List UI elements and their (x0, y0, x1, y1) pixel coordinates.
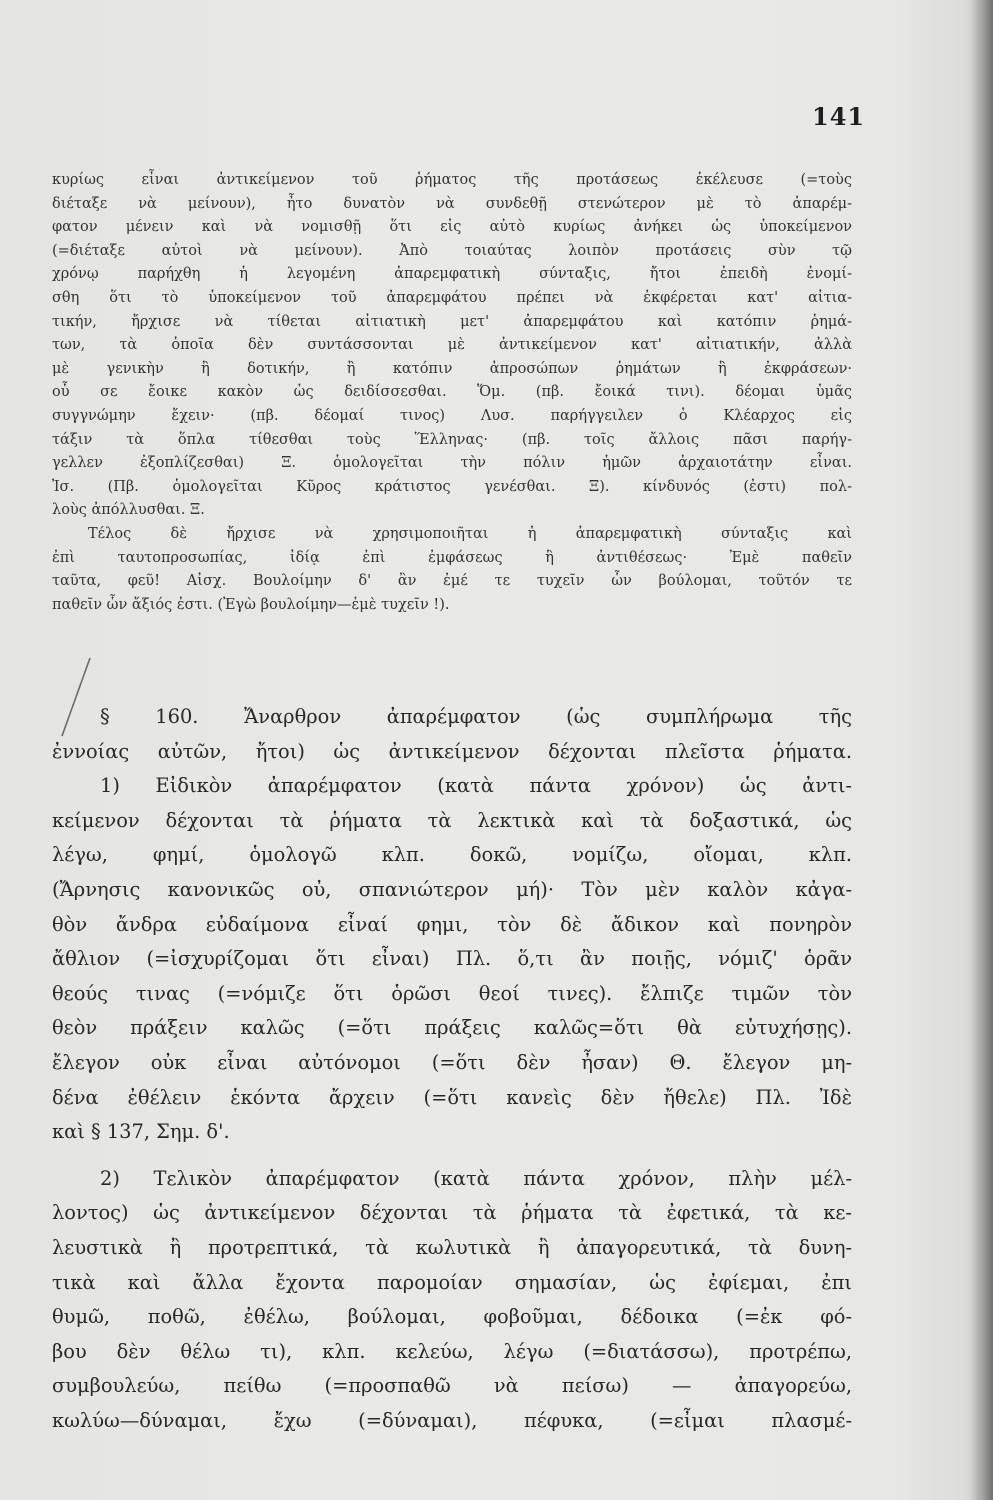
text-line: κωλύω—δύναμαι, ἔχω (=δύναμαι), πέφυκα, (=εἶμαι πλασμέ- (52, 1408, 852, 1432)
text-line: βου δὲν θέλω τι), κλπ. κελεύω, λέγω (=διατάσσω), προτρέπω, (52, 1339, 852, 1363)
text-line: θεὸν πράξειν καλῶς (=ὅτι πράξεις καλῶς=ὅτι θὰ εὐτυχήσῃς). (52, 1016, 852, 1040)
subsection-heading: 2) Τελικὸν ἀπαρέμφατον (κατὰ πάντα χρόνον, πλὴν μέλ- (100, 1166, 852, 1190)
text-line: λέγω, φημί, ὁμολογῶ κλπ. δοκῶ, νομίζω, οἴομαι, κλπ. (52, 843, 852, 867)
page-edge-shadow (971, 0, 993, 1500)
text-line: φατον μένειν καὶ νὰ νομισθῇ ὅτι εἰς αὐτὸ κυρίως ἀνήκει ὡς ὑποκείμενον (52, 219, 852, 236)
text-line: μὲ γενικὴν ἢ δοτικήν, ἢ κατόπιν ἀπροσώπων ῥημάτων ἢ ἐκφράσεων· (52, 360, 852, 377)
text-line: τικὰ καὶ ἄλλα ἔχοντα παρομοίαν σημασίαν, ὡς ἐφίεμαι, ἐπι (52, 1270, 852, 1294)
text-line: τικήν, ἤρχισε νὰ τίθεται αἰτιατικὴ μετ' ἀπαρεμφάτου καὶ κατόπιν ῥημά- (52, 313, 852, 330)
text-line: χρόνῳ παρήχθη ἡ λεγομένη ἀπαρεμφατικὴ σύνταξις, ἤτοι ἐπειδὴ ἐνομί- (52, 266, 852, 283)
text-line: γελλεν ἐξοπλίζεσθαι) Ξ. ὁμολογεῖται τὴν πόλιν ἡμῶν ἀρχαιοτάτην εἶναι. (52, 455, 852, 472)
text-line: δένα ἐθέλειν ἑκόντα ἄρχειν (=ὅτι κανεὶς δὲν ἤθελε) Πλ. Ἰδὲ (52, 1085, 852, 1109)
text-line: ἄθλιον (=ἰσχυρίζομαι ὅτι εἶναι) Πλ. ὅ,τι ἂν ποιῇς, νόμιζ' ὁρᾶν (52, 947, 852, 971)
text-line: ἔλεγον οὐκ εἶναι αὐτόνομοι (=ὅτι δὲν ἦσαν) Θ. ἔλεγον μη- (52, 1050, 852, 1074)
text-line: των, τὰ ὁποῖα δὲν συντάσσονται μὲ ἀντικείμενον κατ' αἰτιατικήν, ἀλλὰ (52, 337, 852, 354)
text-line: ἐννοίας αὐτῶν, ἤτοι) ὡς ἀντικείμενον δέχονται πλεῖστα ῥήματα. (52, 739, 852, 763)
text-line: Ἰσ. (Πβ. ὁμολογεῖται Κῦρος κράτιστος γενέσθαι. Ξ). κίνδυνός (ἐστι) πολ- (52, 478, 852, 495)
text-line: (=διέταξε αὐτοὶ νὰ μείνουν). Ἀπὸ τοιαύτας λοιπὸν προτάσεις σὺν τῷ (52, 242, 852, 259)
text-line: θὸν ἄνδρα εὐδαίμονα εἶναί φημι, τὸν δὲ ἄδικον καὶ πονηρὸν (52, 912, 852, 936)
text-line: λοὺς ἀπόλλυσθαι. Ξ. (52, 502, 205, 519)
text-line: ἐπὶ ταυτοπροσωπίας, ἰδίᾳ ἐπὶ ἐμφάσεως ἢ ἀντιθέσεως· Ἐμὲ παθεῖν (52, 549, 852, 566)
page-number: 141 (812, 102, 866, 131)
text-line: Τέλος δὲ ἤρχισε νὰ χρησιμοποιῆται ἡ ἀπαρεμφατικὴ σύνταξις καὶ (88, 525, 852, 542)
text-line: διέταξε νὰ μείνουν), ἦτο δυνατὸν νὰ συνδεθῇ στενώτερον μὲ τὸ ἀπαρέμ- (52, 195, 852, 212)
text-line: καὶ § 137, Σημ. δ'. (52, 1120, 230, 1144)
section-160 (52, 700, 852, 1438)
text-line: τάξιν τὰ ὅπλα τίθεσθαι τοὺς Ἕλληνας· (πβ. τοῖς ἄλλοις πᾶσι παρήγ- (52, 431, 852, 448)
text-line: ταῦτα, φεῦ! Αἰσχ. Βουλοίμην δ' ἂν ἐμέ τε τυχεῖν ὧν βούλομαι, τοῦτόν τε (52, 573, 852, 590)
subsection-heading: 1) Εἰδικὸν ἀπαρέμφατον (κατὰ πάντα χρόνον) ὡς ἀντι- (100, 774, 852, 798)
text-line: λευστικὰ ἢ προτρεπτικά, τὰ κωλυτικὰ ἢ ἀπαγορευτικά, τὰ δυνη- (52, 1235, 852, 1259)
text-line: κείμενον δέχονται τὰ ῥήματα τὰ λεκτικὰ καὶ τὰ δοξαστικά, ὡς (52, 808, 852, 832)
text-line: σθη ὅτι τὸ ὑποκείμενον τοῦ ἀπαρεμφάτου πρέπει νὰ ἐκφέρεται κατ' αἰτια- (52, 289, 852, 306)
text-line: συμβουλεύω, πείθω (=προσπαθῶ νὰ πείσω) — ἀπαγορεύω, (52, 1374, 852, 1398)
text-line: παθεῖν ὧν ἄξιός ἐστι. (Ἐγὼ βουλοίμην—ἐμὲ τυχεῖν !). (52, 596, 450, 613)
text-line: οὗ σε ἔοικε κακὸν ὡς δειδίσσεσθαι. Ὅμ. (πβ. ἔοικά τινι). δέομαι ὑμᾶς (52, 384, 852, 401)
text-line: λοντος) ὡς ἀντικείμενον δέχονται τὰ ῥήματα τὰ ἐφετικά, τὰ κε- (52, 1201, 852, 1225)
text-line: θυμῶ, ποθῶ, ἐθέλω, βούλομαι, φοβοῦμαι, δέδοικα (=ἐκ φό- (52, 1305, 852, 1329)
text-line: θεούς τινας (=νόμιζε ὅτι ὁρῶσι θεοί τινες). ἔλπιζε τιμῶν τὸν (52, 981, 852, 1005)
text-line: (Ἄρνησις κανονικῶς οὐ, σπανιώτερον μή)· Τὸν μὲν καλὸν κἀγα- (52, 877, 852, 901)
text-line: συγγνώμην ἔχειν· (πβ. δέομαί τινος) Λυσ. παρήγγειλεν ὁ Κλέαρχος εἰς (52, 407, 852, 424)
text-line: κυρίως εἶναι ἀντικείμενον τοῦ ῥήματος τῆς προτάσεως ἐκέλευσε (=τοὺς (52, 172, 852, 188)
continued-paragraph (52, 169, 852, 617)
section-heading: § 160. Ἄναρθρον ἀπαρέμφατον (ὡς συμπλήρωμα τῆς (100, 705, 852, 728)
